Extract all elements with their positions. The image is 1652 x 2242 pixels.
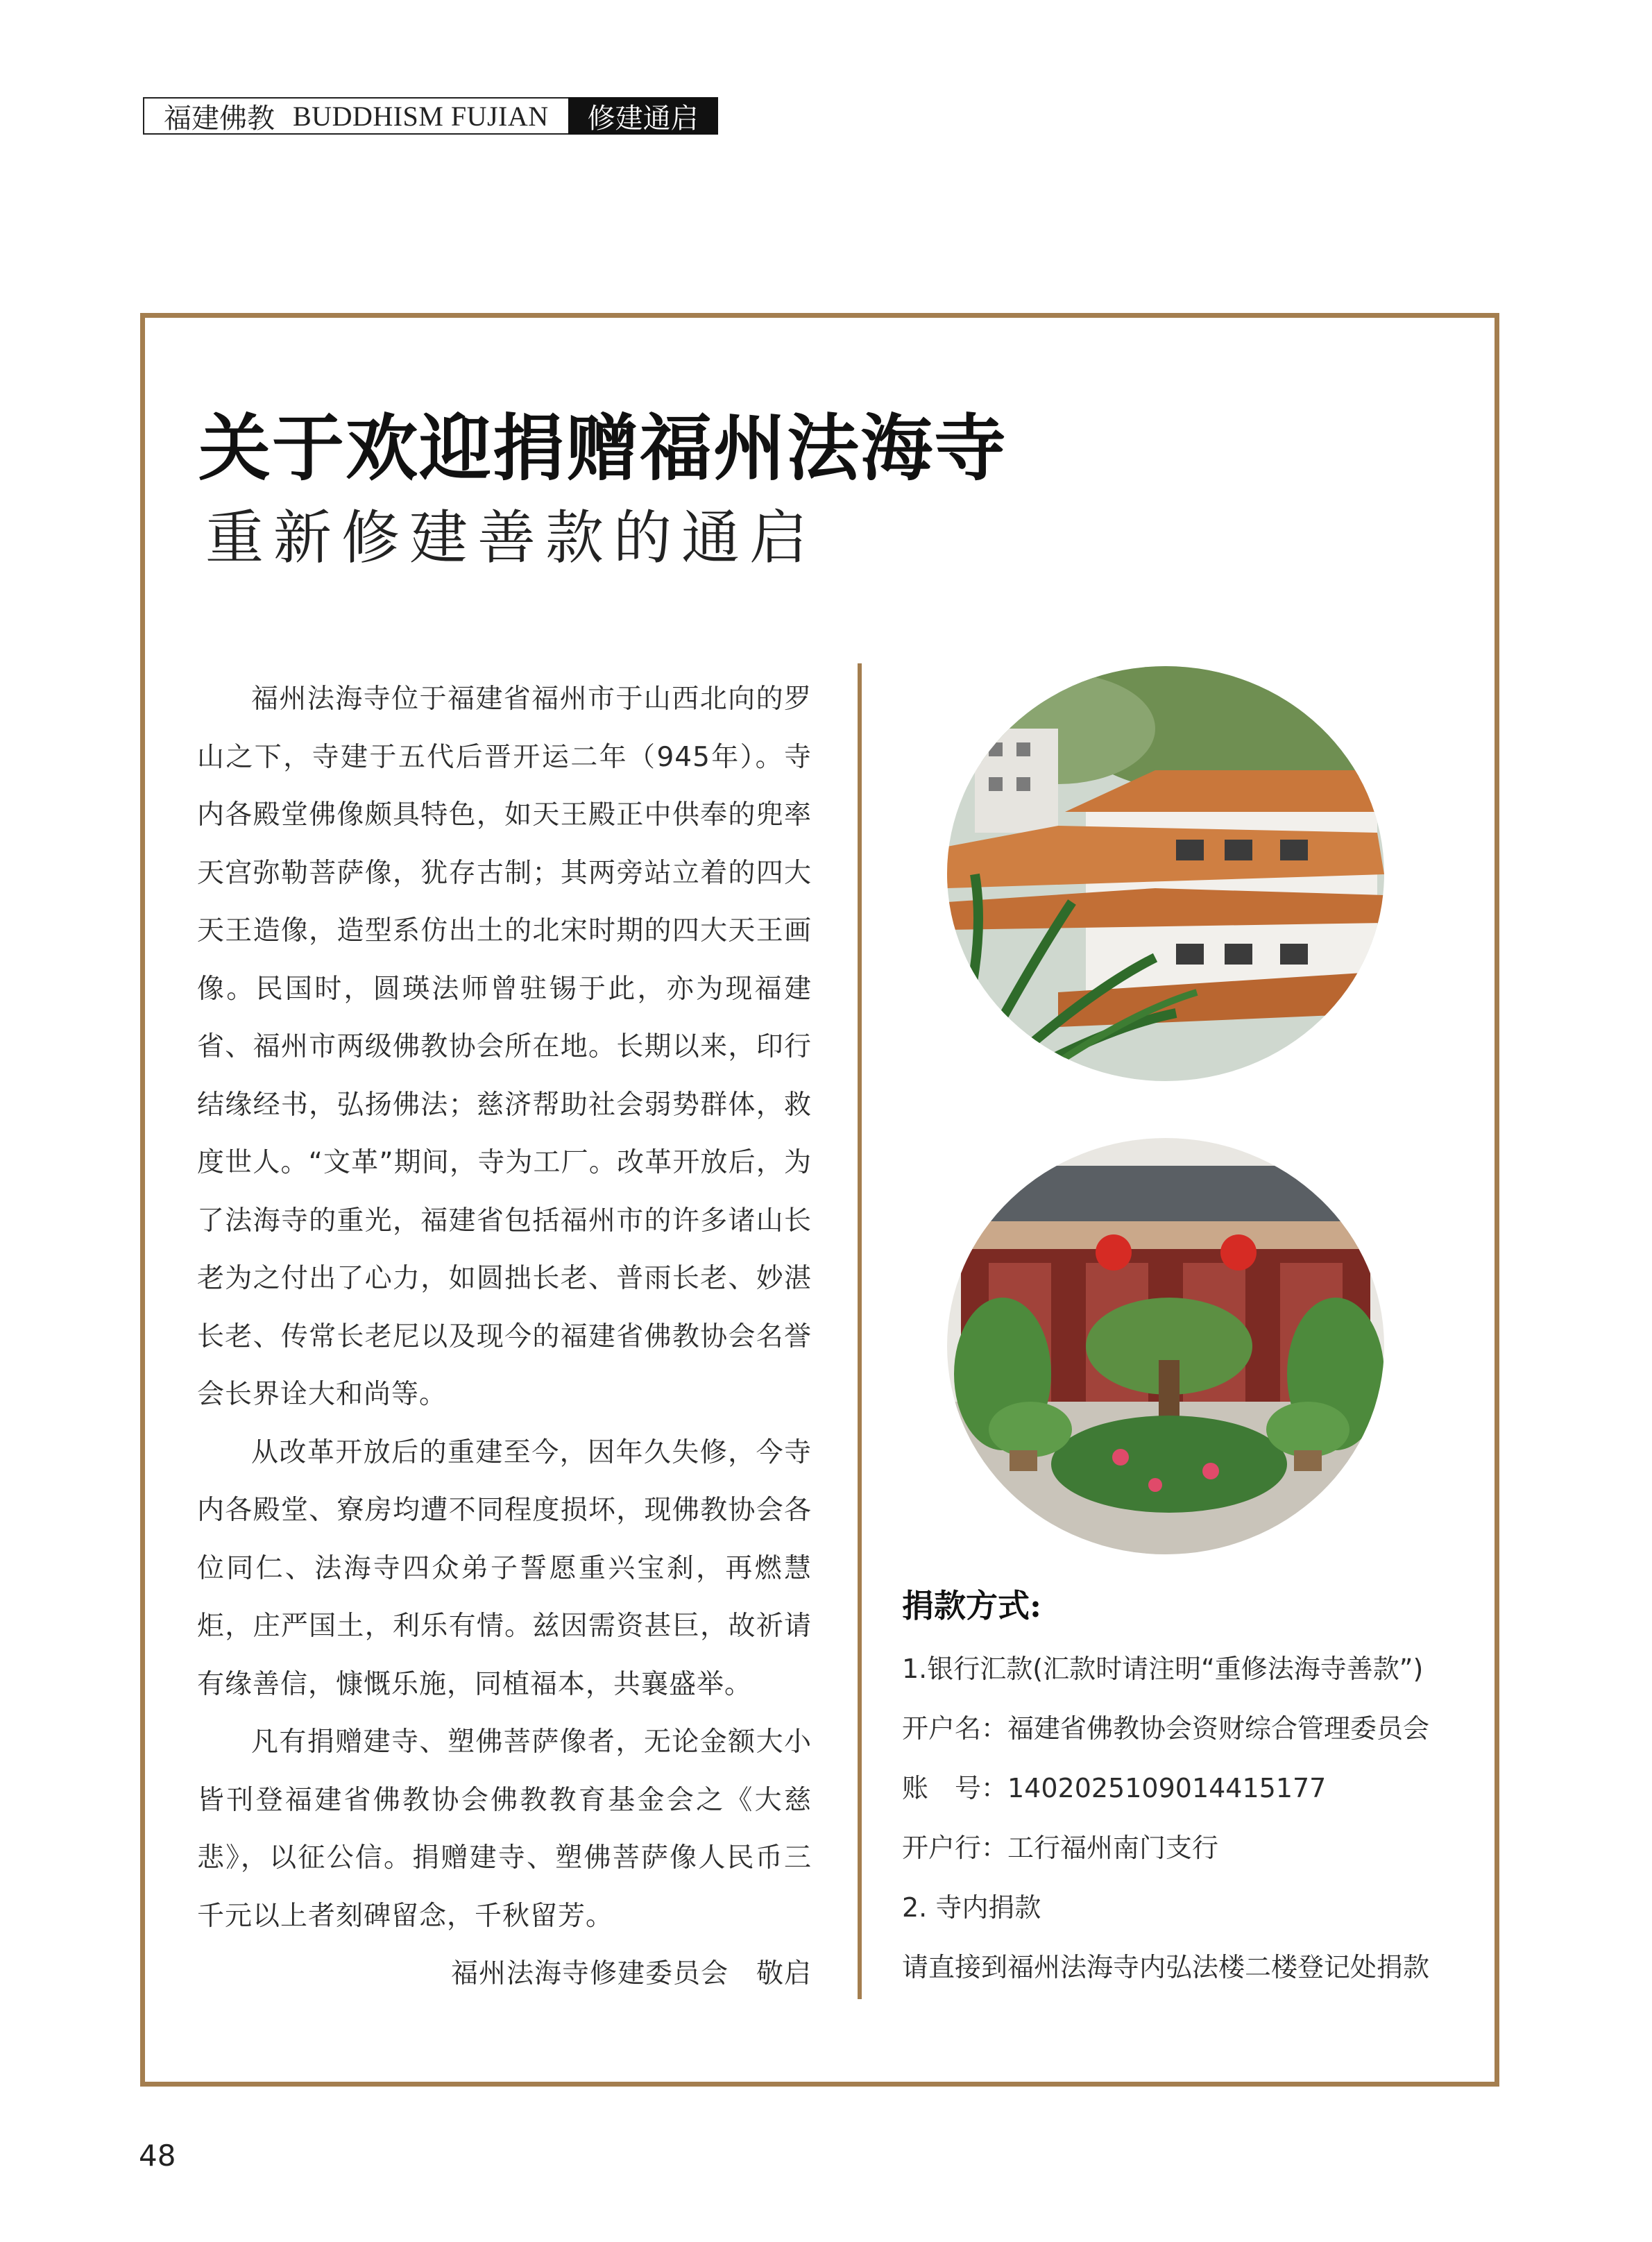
article-body [197, 670, 812, 2003]
body-paragraph: 福州法海寺位于福建省福州市于山西北向的罗山之下，寺建于五代后晋开运二年（945年）。寺内各殿堂佛像颇具特色，如天王殿正中供奉的兜率天宫弥勒菩萨像，犹存古制；其两旁站立着的四大天王造像，造型系仿出土的北宋时期的四大天王画像。民国时，圆瑛法师曾驻锡于此，亦为现福建省、福州市两级佛教协会所在地。长期以来，印行结缘经书，弘扬佛法；慈济帮助社会弱势群体，救度世人。“文革”期间，寺为工厂。改革开放后，为了法海寺的重光，福建省包括福州市的许多诸山长老为之付出了心力，如圆拙长老、普雨长老、妙湛长老、传常长老尼以及现今的福建省佛教协会名誉会长界诠大和尚等。 [197, 683, 812, 1410]
magazine-name-en: BUDDHISM FUJIAN [293, 100, 549, 132]
bank-branch: 开户行：工行福州南门支行 [902, 1833, 1219, 1863]
body-paragraph: 从改革开放后的重建至今，因年久失修，今寺内各殿堂、寮房均遭不同程度损坏，现佛教协会各位同仁、法海寺四众弟子誓愿重兴宝刹，再燃慧炬，庄严国土，利乐有情。兹因需资甚巨，故祈请有缘善信，慷慨乐施，同植福本，共襄盛举。 [197, 1436, 812, 1700]
body-paragraph: 凡有捐赠建寺、塑佛菩萨像者，无论金额大小皆刊登福建省佛教协会佛教教育基金会之《大慈悲》，以征公信。捐赠建寺、塑佛菩萨像人民币三千元以上者刻碑留念，千秋留芳。 [197, 1726, 812, 1932]
column-divider [858, 663, 862, 1999]
article-title: 关于欢迎捐赠福州法海寺 [198, 405, 1008, 491]
onsite-detail: 请直接到福州法海寺内弘法楼二楼登记处捐款 [902, 1952, 1430, 1982]
donation-method-bank: 1.银行汇款(汇款时请注明“重修法海寺善款”) [902, 1654, 1424, 1684]
signature: 福州法海寺修建委员会 敬启 [450, 1958, 812, 1989]
donation-heading: 捐款方式: [902, 1587, 1041, 1624]
article-subtitle: 重新修建善款的通启 [205, 504, 818, 572]
account-number: 账 号：1402025109014415177 [902, 1773, 1327, 1803]
section-label: 修建通启 [568, 97, 718, 135]
account-name: 开户名：福建省佛教协会资财综合管理委员会 [902, 1713, 1430, 1744]
page-number: 48 [139, 2139, 176, 2173]
magazine-name [143, 97, 568, 135]
temple-exterior-photo [947, 666, 1384, 1081]
donation-info [902, 1581, 1471, 1997]
running-header [143, 97, 718, 135]
temple-courtyard-photo [947, 1138, 1384, 1554]
donation-method-onsite: 2. 寺内捐款 [902, 1892, 1041, 1923]
magazine-name-cn: 福建佛教 [164, 102, 275, 135]
